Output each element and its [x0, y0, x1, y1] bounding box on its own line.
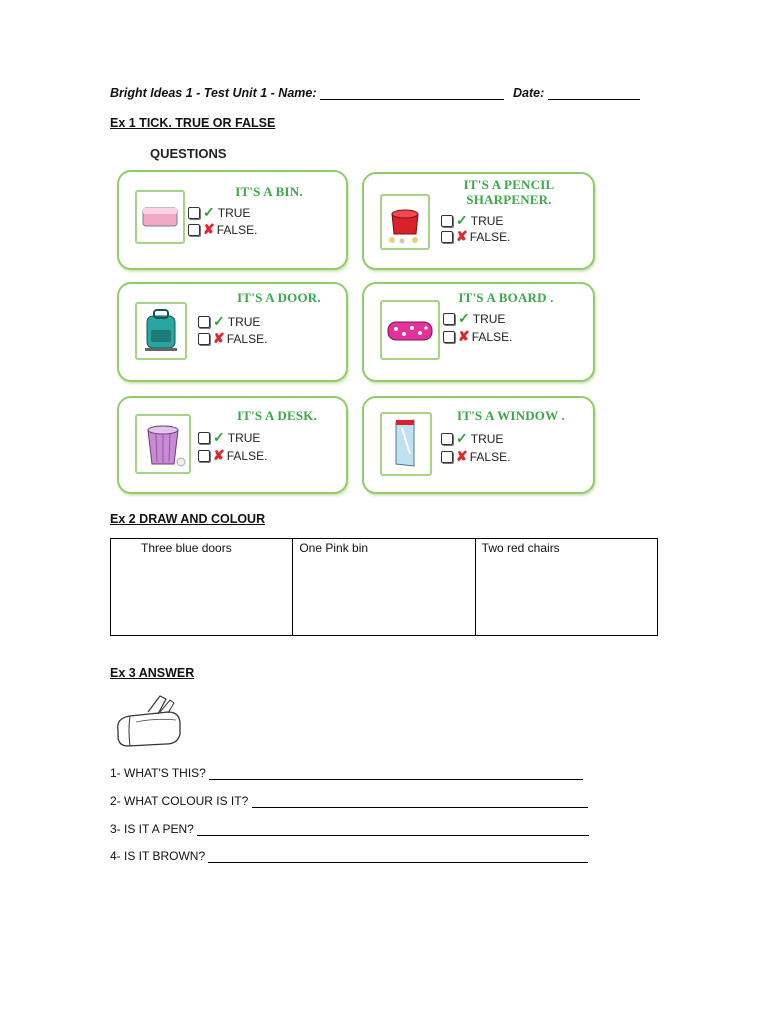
card-picture-frame: [380, 300, 440, 360]
false-label: FALSE.: [226, 449, 268, 463]
check-icon: ✓: [456, 430, 468, 446]
card-title: IT'S A DESK.: [236, 408, 318, 423]
question-card-2: [362, 172, 595, 270]
card-picture-frame: [135, 302, 187, 360]
card-picture-frame: [135, 190, 185, 244]
check-icon: ✓: [456, 212, 468, 228]
answer-line[interactable]: [208, 851, 588, 863]
date-label: Date:: [512, 86, 545, 100]
draw-cell-label: Two red chairs: [481, 541, 560, 555]
answer-line[interactable]: [197, 824, 589, 836]
check-icon: ✓: [458, 310, 470, 326]
name-line[interactable]: [320, 87, 504, 100]
false-checkbox[interactable]: [198, 450, 210, 462]
check-icon: ✓: [213, 313, 225, 329]
question-card-6: [362, 396, 595, 494]
card-picture-frame: [380, 412, 432, 476]
eraser-icon: [137, 192, 183, 242]
false-checkbox[interactable]: [441, 231, 453, 243]
sharpener-icon: [382, 196, 428, 248]
check-icon: ✓: [203, 204, 215, 220]
date-line[interactable]: [548, 87, 640, 100]
cross-icon: ✘: [456, 228, 468, 244]
ex3-title: Ex 3 ANSWER: [110, 666, 195, 680]
cross-icon: ✘: [213, 447, 225, 463]
true-label: TRUE: [472, 312, 506, 326]
question-text: 2- WHAT COLOUR IS IT?: [110, 794, 249, 808]
answer-line[interactable]: [252, 796, 588, 808]
pencil-case-sketch-icon: [108, 690, 188, 754]
cross-icon: ✘: [458, 328, 470, 344]
question-text: 3- IS IT A PEN?: [110, 822, 194, 836]
card-picture-frame: [135, 414, 191, 474]
draw-cell-1[interactable]: [111, 539, 293, 636]
question-text: 4- IS IT BROWN?: [110, 849, 206, 863]
false-checkbox[interactable]: [441, 451, 453, 463]
true-checkbox[interactable]: [188, 207, 200, 219]
draw-cell-2[interactable]: [293, 539, 475, 636]
question-text: 1- WHAT'S THIS?: [110, 766, 206, 780]
question-card-4: [362, 282, 595, 382]
true-checkbox[interactable]: [441, 215, 453, 227]
cross-icon: ✘: [203, 221, 215, 237]
bin-icon: [137, 416, 189, 472]
false-label: FALSE.: [471, 330, 513, 344]
true-checkbox[interactable]: [443, 313, 455, 325]
draw-and-colour-table: [110, 538, 658, 636]
answer-question-1: [110, 766, 583, 780]
true-label: TRUE: [227, 315, 261, 329]
true-label: TRUE: [470, 214, 504, 228]
check-icon: ✓: [213, 429, 225, 445]
false-label: FALSE.: [216, 223, 258, 237]
question-card-3: [117, 282, 348, 382]
pencil-case-icon: [382, 302, 438, 358]
true-label: TRUE: [470, 432, 504, 446]
false-label: FALSE.: [469, 230, 511, 244]
true-checkbox[interactable]: [441, 433, 453, 445]
question-card-5: [117, 396, 348, 494]
answer-question-2: [110, 794, 588, 808]
false-label: FALSE.: [469, 450, 511, 464]
card-title: IT'S A BOARD .: [458, 290, 554, 305]
card-picture-frame: [380, 194, 430, 250]
answer-question-4: [110, 849, 588, 863]
answer-question-3: [110, 822, 589, 836]
card-title: IT'S A WINDOW .: [456, 408, 565, 423]
false-checkbox[interactable]: [443, 331, 455, 343]
false-label: FALSE.: [226, 332, 268, 346]
draw-cell-3[interactable]: [475, 539, 657, 636]
draw-cell-label: Three blue doors: [141, 541, 232, 555]
backpack-icon: [137, 304, 185, 358]
door-icon: [382, 414, 430, 474]
question-card-1: [117, 170, 348, 270]
card-title: IT'S A DOOR.: [237, 290, 321, 305]
draw-cell-label: One Pink bin: [299, 541, 369, 555]
answer-line[interactable]: [209, 768, 583, 780]
false-checkbox[interactable]: [198, 333, 210, 345]
card-title-line-2: SHARPENER.: [466, 192, 552, 207]
card-title-line-1: IT'S A PENCIL: [463, 177, 555, 192]
header-title: Bright Ideas 1 - Test Unit 1 - Name:: [110, 86, 317, 100]
true-checkbox[interactable]: [198, 432, 210, 444]
card-title: IT'S A BIN.: [235, 184, 303, 199]
false-checkbox[interactable]: [188, 224, 200, 236]
ex2-title: Ex 2 DRAW AND COLOUR: [110, 512, 266, 526]
true-checkbox[interactable]: [198, 316, 210, 328]
true-label: TRUE: [217, 206, 251, 220]
questions-label: QUESTIONS: [150, 146, 227, 161]
cross-icon: ✘: [213, 330, 225, 346]
true-label: TRUE: [227, 431, 261, 445]
ex1-title: Ex 1 TICK. TRUE OR FALSE: [110, 116, 276, 130]
cross-icon: ✘: [456, 448, 468, 464]
worksheet-header: [110, 86, 640, 100]
